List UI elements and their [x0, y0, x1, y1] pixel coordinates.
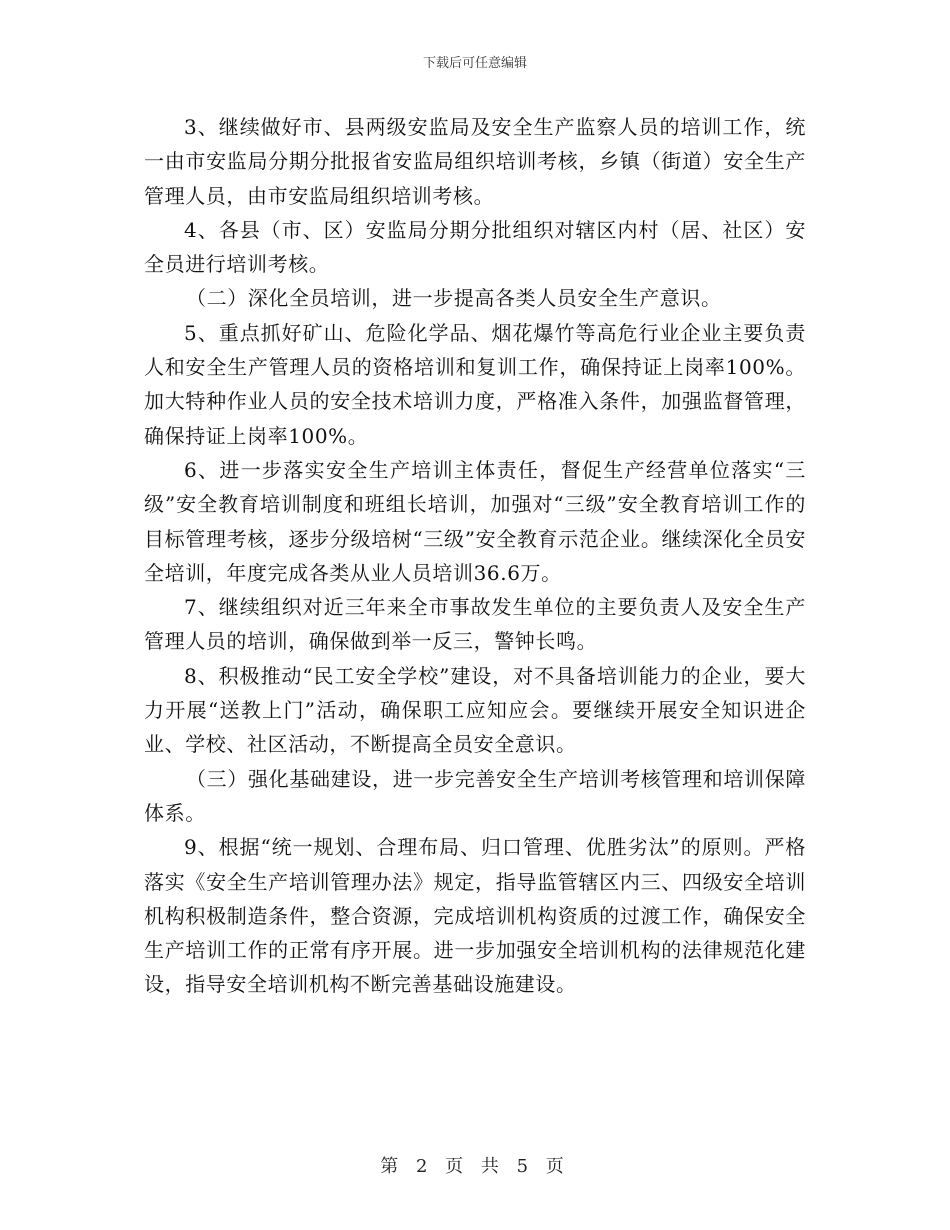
paragraph-item-4: 4、各县（市、区）安监局分期分批组织对辖区内村（居、社区）安全员进行培训考核。: [144, 217, 806, 277]
paragraph-item-3: 3、继续做好市、县两级安监局及安全生产监察人员的培训工作，统一由市安监局分期分批报省安监局组织培训考核，乡镇（街道）安全生产管理人员，由市安监局组织培训考核。: [144, 115, 806, 208]
paragraph-item-9: 9、根据“统一规划、合理布局、归口管理、优胜劣汰”的原则。严格落实《安全生产培训管理办法》规定，指导监管辖区内三、四级安全培训机构积极制造条件，整合资源，完成培训机构资质的过渡工作，确保安全生产培训工作的正常有序开展。进一步加强安全培训机构的法律规范化建设，指导安全培训机构不断完善基础设施建设。: [144, 835, 806, 997]
paragraph-item-6: 6、进一步落实安全生产培训主体责任，督促生产经营单位落实“三级”安全教育培训制度和班组长培训，加强对“三级”安全教育培训工作的目标管理考核，逐步分级培树“三级”安全教育示范企业。继续深化全员安全培训，年度完成各类从业人员培训36.6万。: [144, 457, 806, 585]
body-text: [144, 110, 806, 1002]
page-number-footer: 第 2 页 共 5 页: [380, 1156, 570, 1177]
header-note: 下载后可任意编辑: [422, 56, 527, 71]
paragraph-item-5: 5、重点抓好矿山、危险化学品、烟花爆竹等高危行业企业主要负责人和安全生产管理人员的资格培训和复训工作，确保持证上岗率100%。加大特种作业人员的安全技术培训力度，严格准入条件，加强监督管理，确保持证上岗率100%。: [144, 320, 806, 448]
paragraph-item-7: 7、继续组织对近三年来全市事故发生单位的主要负责人及安全生产管理人员的培训，确保做到举一反三，警钟长鸣。: [144, 595, 806, 654]
section-heading-2: （二）深化全员培训，进一步提高各类人员安全生产意识。: [186, 286, 722, 311]
section-heading-3: （三）强化基础建设，进一步完善安全生产培训考核管理和培训保障体系。: [144, 766, 806, 825]
paragraph-item-8: 8、积极推动“民工安全学校”建设，对不具备培训能力的企业，要大力开展“送教上门”活动，确保职工应知应会。要继续开展安全知识进企业、学校、社区活动，不断提高全员安全意识。: [144, 663, 806, 757]
